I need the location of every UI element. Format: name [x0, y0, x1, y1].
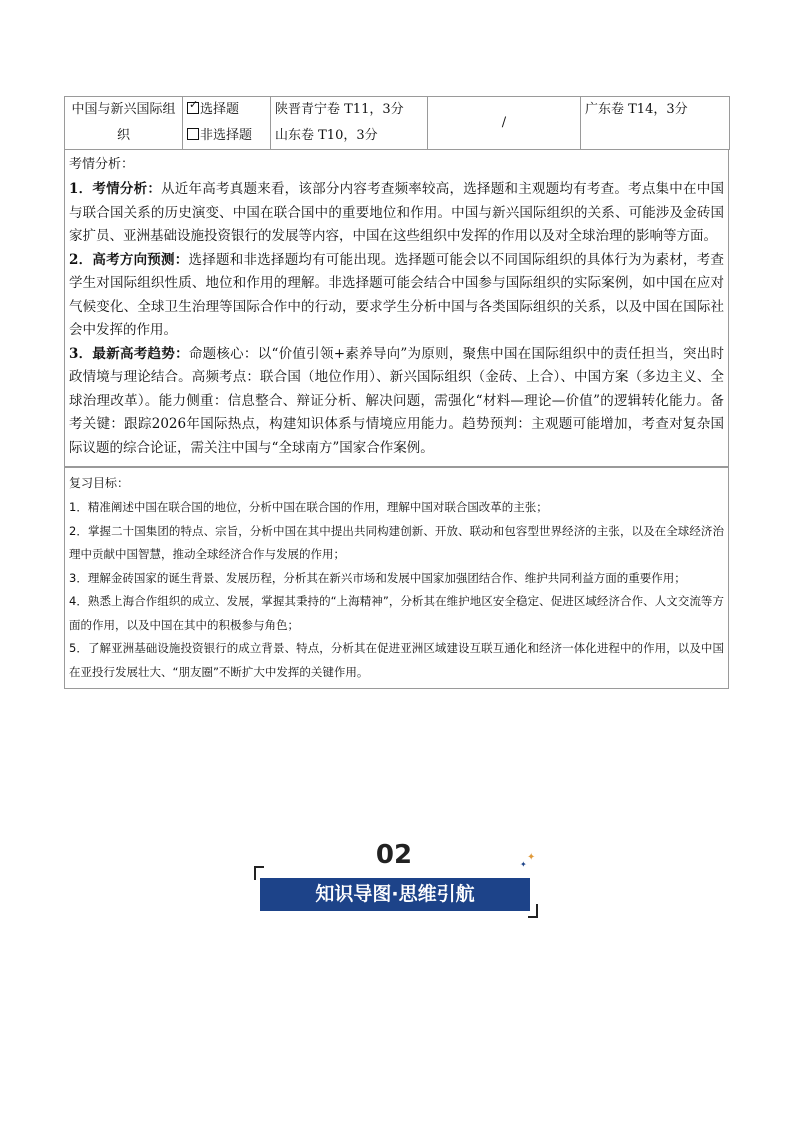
analysis-item: 3．最新高考趋势：命题核心：以“价值引领+素养导向”为原则，聚焦中国在国际组织中的责任担当，突出时政情境与理论结合。高频考点：联合国（地位作用）、新兴国际组织（金砖、上合）、中国方案（多边主义、全球治理改革）。能力侧重：信息整合、辩证分析、解决问题，需强化“材料—理论—价值”的逻辑转化能力。备考关键：跟踪2026年国际热点，构建知识体系与情境应用能力。趋势预判：主观题可能增加，考查对复杂国际议题的综合论证，需关注中国与“全球南方”国家合作案例。 [69, 345, 724, 456]
review-item: 2．掌握二十国集团的特点、宗旨，分析中国在其中提出共同构建创新、开放、联动和包容型世界经济的主张，以及在全球经济治理中贡献中国智慧，推动全球经济合作与发展的作用； [69, 523, 724, 561]
review-item: 5．了解亚洲基础设施投资银行的成立背景、特点，分析其在促进亚洲区域建设互联互通化和经济一体化进程中的作用，以及中国在亚投行发展壮大、“朋友圈”不断扩大中发挥的关键作用。 [69, 641, 724, 679]
exam-2023-cell: / [428, 97, 581, 150]
exam-ref: 山东卷 T10，3分 [275, 128, 378, 143]
question-type-cell [183, 97, 271, 150]
topic-text: 中国与新兴国际组织 [71, 102, 176, 143]
review-item: 3．理解金砖国家的诞生背景、发展历程，分析其在新兴市场和发展中国家加强团结合作、维护共同利益方面的重要作用； [69, 570, 686, 585]
analysis-item: 2．高考方向预测：选择题和非选择题均有可能出现。选择题可能会以不同国际组织的具体行为为素材，考查学生对国际组织性质、地位和作用的理解。非选择题可能会结合中国参与国际组织的实际案例，如中国在应对气候变化、全球卫生治理等国际合作中的行动，要求学生分析中国与各类国际组织的关系，以及中国在国际社会中发挥的作用。 [69, 251, 725, 338]
section-number: 02 [375, 840, 413, 870]
review-item: 1．精准阐述中国在联合国的地位，分析中国在联合国的作用，理解中国对联合国改革的主张； [69, 500, 548, 514]
topic-cell [65, 97, 183, 150]
analysis-section [64, 150, 729, 467]
sparkle-icon: ✦ [527, 852, 536, 863]
document-body [64, 96, 729, 689]
nonchoice-option: 非选择题 [187, 123, 266, 149]
exam-ref: 陕晋青宁卷 T11，3分 [275, 102, 404, 117]
analysis-heading: 考情分析： [69, 157, 135, 172]
analysis-item: 1．考情分析：从近年高考真题来看，该部分内容考查频率较高，选择题和主观题均有考查。考点集中在中国与联合国关系的历史演变、中国在联合国中的重要地位和作用。中国与新兴国际组织的关系、可能涉及金砖国家扩员、亚洲基础设施投资银行的发展等内容，中国在这些组织中发挥的作用以及对全球治理的影响等方面。 [69, 181, 725, 244]
review-heading: 复习目标： [69, 476, 130, 490]
empty-box-icon [187, 128, 199, 140]
review-section [64, 467, 729, 689]
table-row [65, 97, 730, 150]
section-title: 知识导图·思维引航 [260, 878, 530, 911]
exam-2024-cell [271, 97, 428, 150]
exam-2022-cell: 广东卷 T14，3分 [581, 97, 730, 150]
review-item: 4．熟悉上海合作组织的成立、发展，掌握其秉持的“上海精神”，分析其在维护地区安全稳定、促进区域经济合作、人文交流等方面的作用，以及中国在其中的积极参与角色； [69, 594, 724, 632]
checked-box-icon: ✓ [187, 102, 199, 114]
sparkle-icon: ✦ [520, 860, 527, 869]
exam-table [64, 96, 730, 150]
choice-option: ✓ 选择题 [189, 98, 240, 117]
section-banner [254, 840, 538, 920]
